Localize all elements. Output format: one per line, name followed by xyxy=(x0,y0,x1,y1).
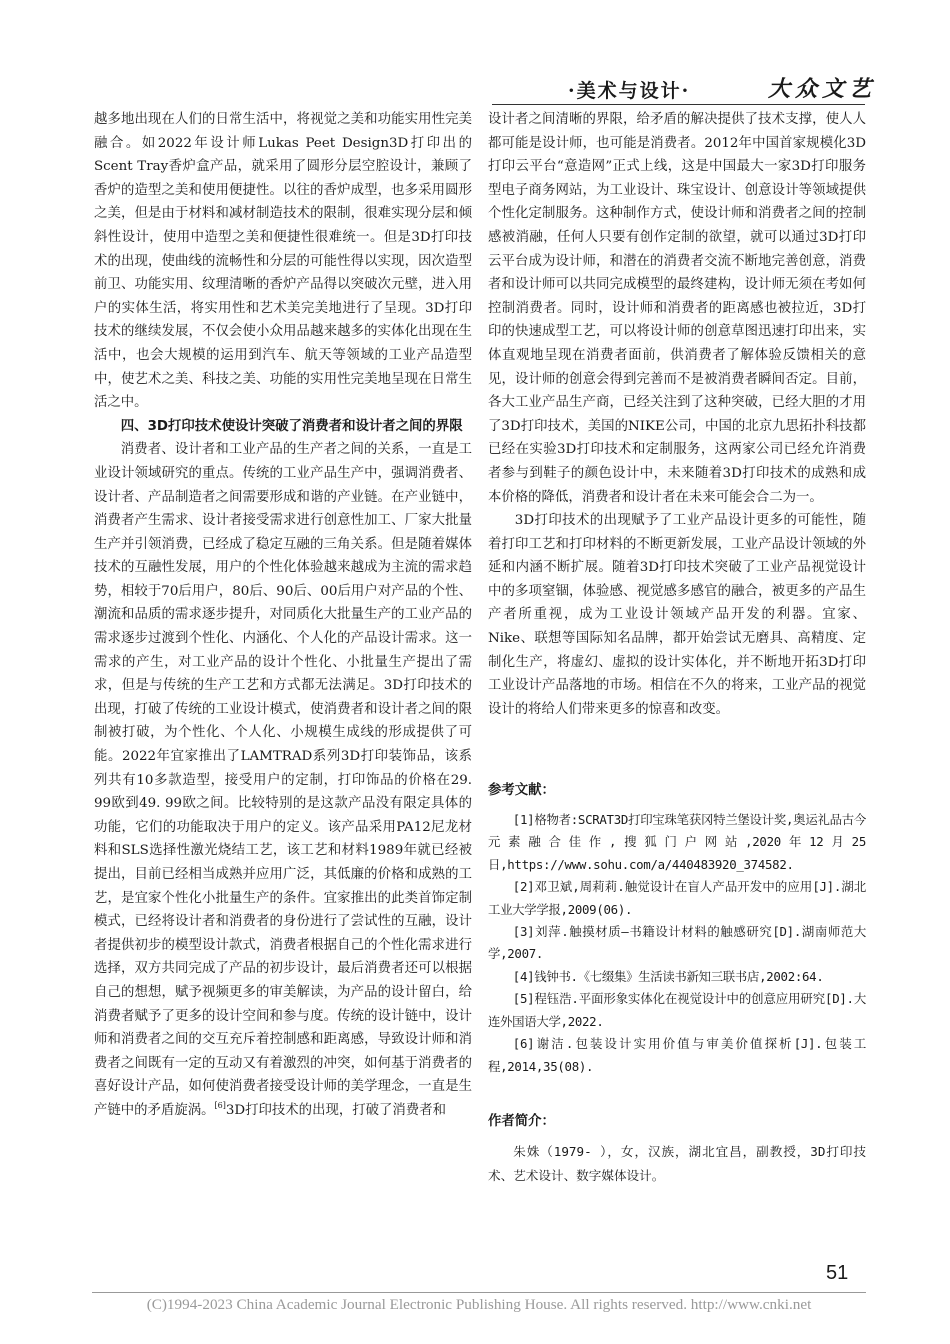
footer-rule xyxy=(92,1292,866,1293)
body-paragraph: 越多地出现在人们的日常生活中，将视觉之美和功能实用性完美融合。如2022年设计师Lukas Peet Design3D打印出的Scent Tray香炉盒产品，就采用了圆形分层空腔设计，兼顾了香炉的造型之美和使用便捷性。以往的香炉成型，也多采用圆形之美，但是由于材料和减材制造技术的限制，很难实现分层和倾斜性设计，使用中造型之美和便捷性很难统一。但是3D打印技术的出现，使曲线的流畅性和分层的可能性得以实现，因次造型前卫、功能实用、纹理清晰的香炉产品得以突破次元壁，进入用户的实体生活，将实用性和艺术美完美地进行了呈现。3D打印技术的继续发展，不仅会使小众用品越来越多的实体化出现在生活中，也会大规模的运用到汽车、航天等领域的工业产品造型中，使艺术之美、科技之美、功能的实用性完美地呈现在日常生活之中。 xyxy=(94,112,472,411)
reference-item: [1]格物者:SCRAT3D打印宝珠笔获冈特兰堡设计奖,奥运礼品古今元素融合佳作,搜狐门户网站,2020年12月25日,https://www.sohu.com/a/440483920_374582. xyxy=(488,812,866,872)
body-paragraph: 设计者之间清晰的界限，给矛盾的解决提供了技术支撑，使人人都可能是设计师，也可能是消费者。2012年中国首家规模化3D打印云平台“意造网”正式上线，这是中国最大一家3D打印服务型电子商务网站，为工业设计、珠宝设计、创意设计等领域提供个性化定制服务。这种制作方式，使设计师和消费者之间的控制感被消融，任何人只要有创作定制的欲望，就可以通过3D打印云平台成为设计师，和潜在的消费者交流不断地完善创意，消费者和设计师可以共同完成模型的最终建构，设计师无须在考如何控制消费者。同时，设计师和消费者的距离感也被拉近，3D打印的快速成型工艺，可以将设计师的创意草图迅速打印出来，实体直观地呈现在消费者面前，供消费者了解体验反馈相关的意见，设计师的创意会得到完善而不是被消费者瞬间否定。目前，各大工业产品生产商，已经关注到了这种突破，已经大胆的才用了3D打印技术，美国的NIKE公司，中国的北京九思拓扑科技都已经在实验3D打印技术和定制服务，这两家公司已经允许消费者参与到鞋子的颜色设计中，未来随着3D打印技术的成熟和成本价格的降低，消费者和设计者在未来可能会合二为一。 xyxy=(488,112,866,505)
left-column xyxy=(94,108,472,1123)
reference-item: [2]邓卫斌,周莉莉.触觉设计在盲人产品开发中的应用[J].湖北工业大学学报,2009(06). xyxy=(488,879,866,917)
body-paragraph xyxy=(94,438,472,1122)
references-section xyxy=(488,779,866,1077)
author-section xyxy=(488,1110,866,1188)
reference-item: [5]程钰浩.平面形象实体化在视觉设计中的创意应用研究[D].大连外国语大学,2022. xyxy=(488,991,866,1029)
reference-item: [4]钱钟书.《七缀集》生活读书新知三联书店,2002:64. xyxy=(512,968,824,984)
body-paragraph: 3D打印技术的出现赋予了工业产品设计更多的可能性，随着打印工艺和打印材料的不断更新发展，工业产品设计领域的外延和内涵不断扩展。随着3D打印技术突破了工业产品视觉设计中的多项窒锢，体验感、视觉感多感官的融合，被更多的产品生产者所重视，成为工业设计领域产品开发的利器。宜家、Nike、联想等国际知名品牌，都开始尝试无磨具、高精度、定制化生产，将虚幻、虚拟的设计实体化，并不断地开拓3D打印工业设计产品落地的市场。相信在不久的将来，工业产品的视觉设计的将给人们带来更多的惊喜和改变。 xyxy=(488,513,866,717)
reference-item: [6]谢洁.包装设计实用价值与审美价值探析[J].包装工程,2014,35(08). xyxy=(488,1036,866,1074)
paragraph-text: 消费者、设计者和工业产品的生产者之间的关系，一直是工业设计领域研究的重点。传统的工业产品生产中，强调消费者、设计者、产品制造者之间需要形成和谐的产业链。在产业链中，消费者产生需求、设计者接受需求进行创意性加工、厂家大批量生产并引领消费，已经成了稳定互融的三角关系。但是随着媒体技术的互融性发展，用户的个性化体验越来越成为主流的需求趋势，相较于70后用户，80后、90后、00后用户对产品的个性、潮流和品质的需求逐步提升，对同质化大批量生产的工业产品的需求逐步过渡到个性化、内涵化、个人化的产品设计需求。这一需求的产生，对工业产品的设计个性化、小批量生产提出了需求，但是与传统的生产工艺和方式都无法满足。3D打印技术的出现，打破了传统的工业设计模式，使消费者和设计者之间的限制被打破，为个性化、个人化、小规模生成线的形成提供了可能。2022年宜家推出了LAMTRAD系列3D打印装饰品，该系列共有10多款造型，接受用户的定制，打印饰品的价格在29. 99欧到49. 99欧之间。比较特别的是这款产品没有限定具体的功能，它们的功能取决于用户的定义。该产品采用PA12尼龙材料和SLS选择性激光烧结工艺，该工艺和材料1989年就已经被提出，目前已经相当成熟并应用广泛，其低廉的价格和成熟的工艺，是宜家个性化小批量生产的条件。宜家推出的此类首饰定制模式，已经将设计者和消费者的身份进行了尝试性的互融，设计者提供初步的模型设计款式，消费者根据自己的个性化需求进行选择，双方共同完成了产品的初步设计，最后消费者还可以根据自己的想想，赋予视频更多的审美解读，为产品的设计留白，给消费者赋予了更多的设计空间和参与度。传统的设计链中，设计师和消费者之间的交互充斥着控制感和距离感，导致设计师和消费者之间既有一定的互动又有着激烈的冲突，如何基于消费者的喜好设计产品，如何使消费者接受设计师的美学理念，一直是生产链中的矛盾旋涡。 xyxy=(94,442,472,1118)
journal-name: 大众文艺 xyxy=(768,76,877,102)
author-title: 作者简介： xyxy=(488,1113,555,1129)
paragraph-text-tail: 3D打印技术的出现，打破了消费者和 xyxy=(225,1102,446,1118)
page-number: 51 xyxy=(826,1262,849,1284)
citation-marker[interactable]: [6] xyxy=(214,1100,226,1110)
header-rule xyxy=(492,104,865,105)
section-heading: 四、3D打印技术使设计突破了消费者和设计者之间的界限 xyxy=(120,418,463,434)
section-name: ·美术与设计· xyxy=(568,80,691,102)
page-header xyxy=(0,72,950,112)
reference-item: [3]刘萍.触摸材质—书籍设计材料的触感研究[D].湖南师范大学,2007. xyxy=(488,924,866,962)
copyright-notice: (C)1994-2023 China Academic Journal Electronic Publishing House. All rights reserved. http://www.cnki.net xyxy=(146,1296,812,1313)
references-title: 参考文献： xyxy=(488,783,555,799)
right-column xyxy=(488,108,866,1188)
author-bio: 朱姝（1979- ），女，汉族，湖北宜昌，副教授，3D打印技术、艺术设计、数字媒体设计。 xyxy=(488,1143,866,1183)
